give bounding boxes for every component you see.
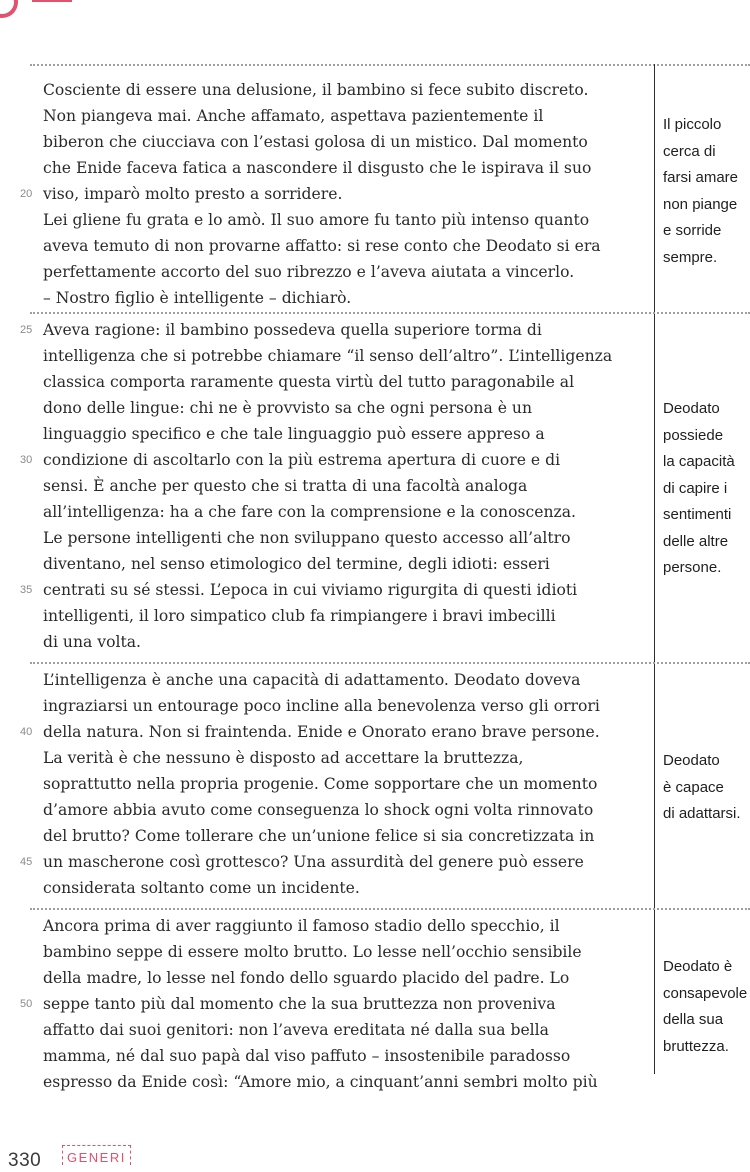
- note-line: bruttezza.: [663, 1037, 729, 1055]
- margin-note: [663, 748, 741, 828]
- text-line: della madre, lo lesse nel fondo dello sguardo placido del padre. Lo: [43, 969, 570, 987]
- margin-note: [663, 112, 738, 271]
- text-line: linguaggio specifico e che tale linguaggio può essere appreso a: [43, 425, 545, 443]
- text-line: – Nostro figlio è intelligente – dichiarò.: [43, 289, 352, 307]
- note-line: Il piccolo: [663, 116, 722, 133]
- text-line: aveva temuto di non provarne affatto: si rese conto che Deodato si era: [43, 237, 601, 255]
- text-line: condizione di ascoltarlo con la più estrema apertura di cuore e di: [43, 451, 561, 469]
- text-line: centrati su sé stessi. L’epoca in cui viviamo rigurgita di questi idioti: [43, 581, 578, 599]
- text-line: perfettamente accorto del suo ribrezzo e l’aveva aiutata a vincerlo.: [43, 263, 575, 281]
- text-line: del brutto? Come tollerare che un’unione felice si sia concretizzata in: [43, 827, 595, 845]
- margin-note: [663, 954, 747, 1060]
- text-line: Ancora prima di aver raggiunto il famoso stadio dello specchio, il: [43, 917, 560, 935]
- genre-label: GENERI: [62, 1145, 131, 1165]
- text-line: un mascherone così grottesco? Una assurdità del genere può essere: [43, 853, 584, 871]
- note-line: consapevole: [663, 984, 748, 1002]
- text-line: ingraziarsi un entourage poco incline alla benevolenza verso gli orrori: [43, 697, 600, 715]
- page-number: 330: [8, 1150, 42, 1171]
- note-line: sentimenti: [663, 506, 732, 523]
- corner-arc: [0, 0, 18, 18]
- text-line: d’amore abbia avuto come conseguenza lo shock ogni volta rinnovato: [43, 801, 594, 819]
- text-line: seppe tanto più dal momento che la sua bruttezza non proveniva: [43, 995, 556, 1013]
- note-line: sempre.: [663, 248, 718, 266]
- note-line: di adattarsi.: [663, 805, 741, 822]
- text-line: mamma, né dal suo papà dal viso paffuto – insostenibile paradosso: [43, 1047, 571, 1065]
- text-line: L’intelligenza è anche una capacità di adattamento. Deodato doveva: [43, 671, 581, 689]
- line-number: 25: [20, 324, 33, 336]
- text-line: Aveva ragione: il bambino possedeva quella superiore torma di: [43, 321, 542, 339]
- line-number: 50: [20, 998, 33, 1010]
- note-line: è capace: [663, 778, 724, 796]
- text-line: espresso da Enide così: “Amore mio, a cinquant’anni sembri molto più: [43, 1073, 598, 1091]
- text-line: classica comporta raramente questa virtù del tutto paragonabile al: [43, 373, 575, 391]
- note-line: Deodato: [663, 752, 720, 769]
- section-divider: [30, 662, 750, 664]
- text-line: biberon che ciucciava con l’estasi golosa di un mistico. Dal momento: [43, 133, 588, 151]
- text-line: intelligenti, il loro simpatico club fa rimpiangere i bravi imbecilli: [43, 607, 556, 625]
- line-number: 20: [20, 188, 33, 200]
- margin-note: [663, 396, 735, 582]
- text-line: dono delle lingue: chi ne è provvisto sa che ogni persona è un: [43, 399, 532, 417]
- corner-decoration: [0, 0, 80, 16]
- text-line: Cosciente di essere una delusione, il bambino si fece subito discreto.: [43, 81, 589, 99]
- text-line: che Enide faceva fatica a nascondere il disgusto che le ispirava il suo: [43, 159, 592, 177]
- text-line: La verità è che nessuno è disposto ad accettare la bruttezza,: [43, 749, 524, 767]
- text-line: viso, imparò molto presto a sorridere.: [43, 185, 343, 203]
- note-line: Deodato è: [663, 958, 733, 975]
- note-line: non piange: [663, 195, 738, 213]
- note-line: farsi amare: [663, 169, 739, 186]
- corner-bar: [32, 0, 72, 2]
- text-line: soprattutto nella propria progenie. Come sopportare che un momento: [43, 775, 598, 793]
- line-number: 35: [20, 584, 33, 596]
- note-line: possiede: [663, 426, 724, 444]
- section-divider: [30, 312, 750, 314]
- note-line: e sorride: [663, 222, 722, 239]
- note-line: delle altre: [663, 532, 729, 550]
- line-number: 40: [20, 726, 33, 738]
- margin-rule: [654, 64, 655, 1074]
- note-line: persone.: [663, 559, 722, 576]
- text-line: intelligenza che si potrebbe chiamare “il senso dell’altro”. L’intelligenza: [43, 347, 613, 365]
- note-line: cerca di: [663, 142, 716, 160]
- text-line: diventano, nel senso etimologico del termine, degli idioti: esseri: [43, 555, 550, 573]
- text-line: all’intelligenza: ha a che fare con la comprensione e la conoscenza.: [43, 503, 576, 521]
- note-line: della sua: [663, 1011, 724, 1028]
- text-line: Le persone intelligenti che non sviluppano questo accesso all’altro: [43, 529, 571, 547]
- section-divider: [30, 908, 750, 910]
- text-line: della natura. Non si fraintenda. Enide e Onorato erano brave persone.: [43, 723, 600, 741]
- text-line: affatto dai suoi genitori: non l’aveva ereditata né dalla sua bella: [43, 1021, 549, 1039]
- text-line: Lei gliene fu grata e lo amò. Il suo amore fu tanto più intenso quanto: [43, 211, 590, 229]
- note-line: la capacità: [663, 453, 735, 470]
- note-line: di capire i: [663, 479, 728, 497]
- line-number: 45: [20, 856, 33, 868]
- text-line: di una volta.: [43, 633, 141, 651]
- text-line: sensi. È anche per questo che si tratta di una facoltà analoga: [43, 477, 528, 495]
- section-divider: [30, 64, 750, 66]
- text-line: bambino seppe di essere molto brutto. Lo lesse nell’occhio sensibile: [43, 943, 582, 961]
- line-number: 30: [20, 454, 33, 466]
- note-line: Deodato: [663, 400, 720, 417]
- text-line: considerata soltanto come un incidente.: [43, 879, 360, 897]
- text-line: Non piangeva mai. Anche affamato, aspettava pazientemente il: [43, 107, 544, 125]
